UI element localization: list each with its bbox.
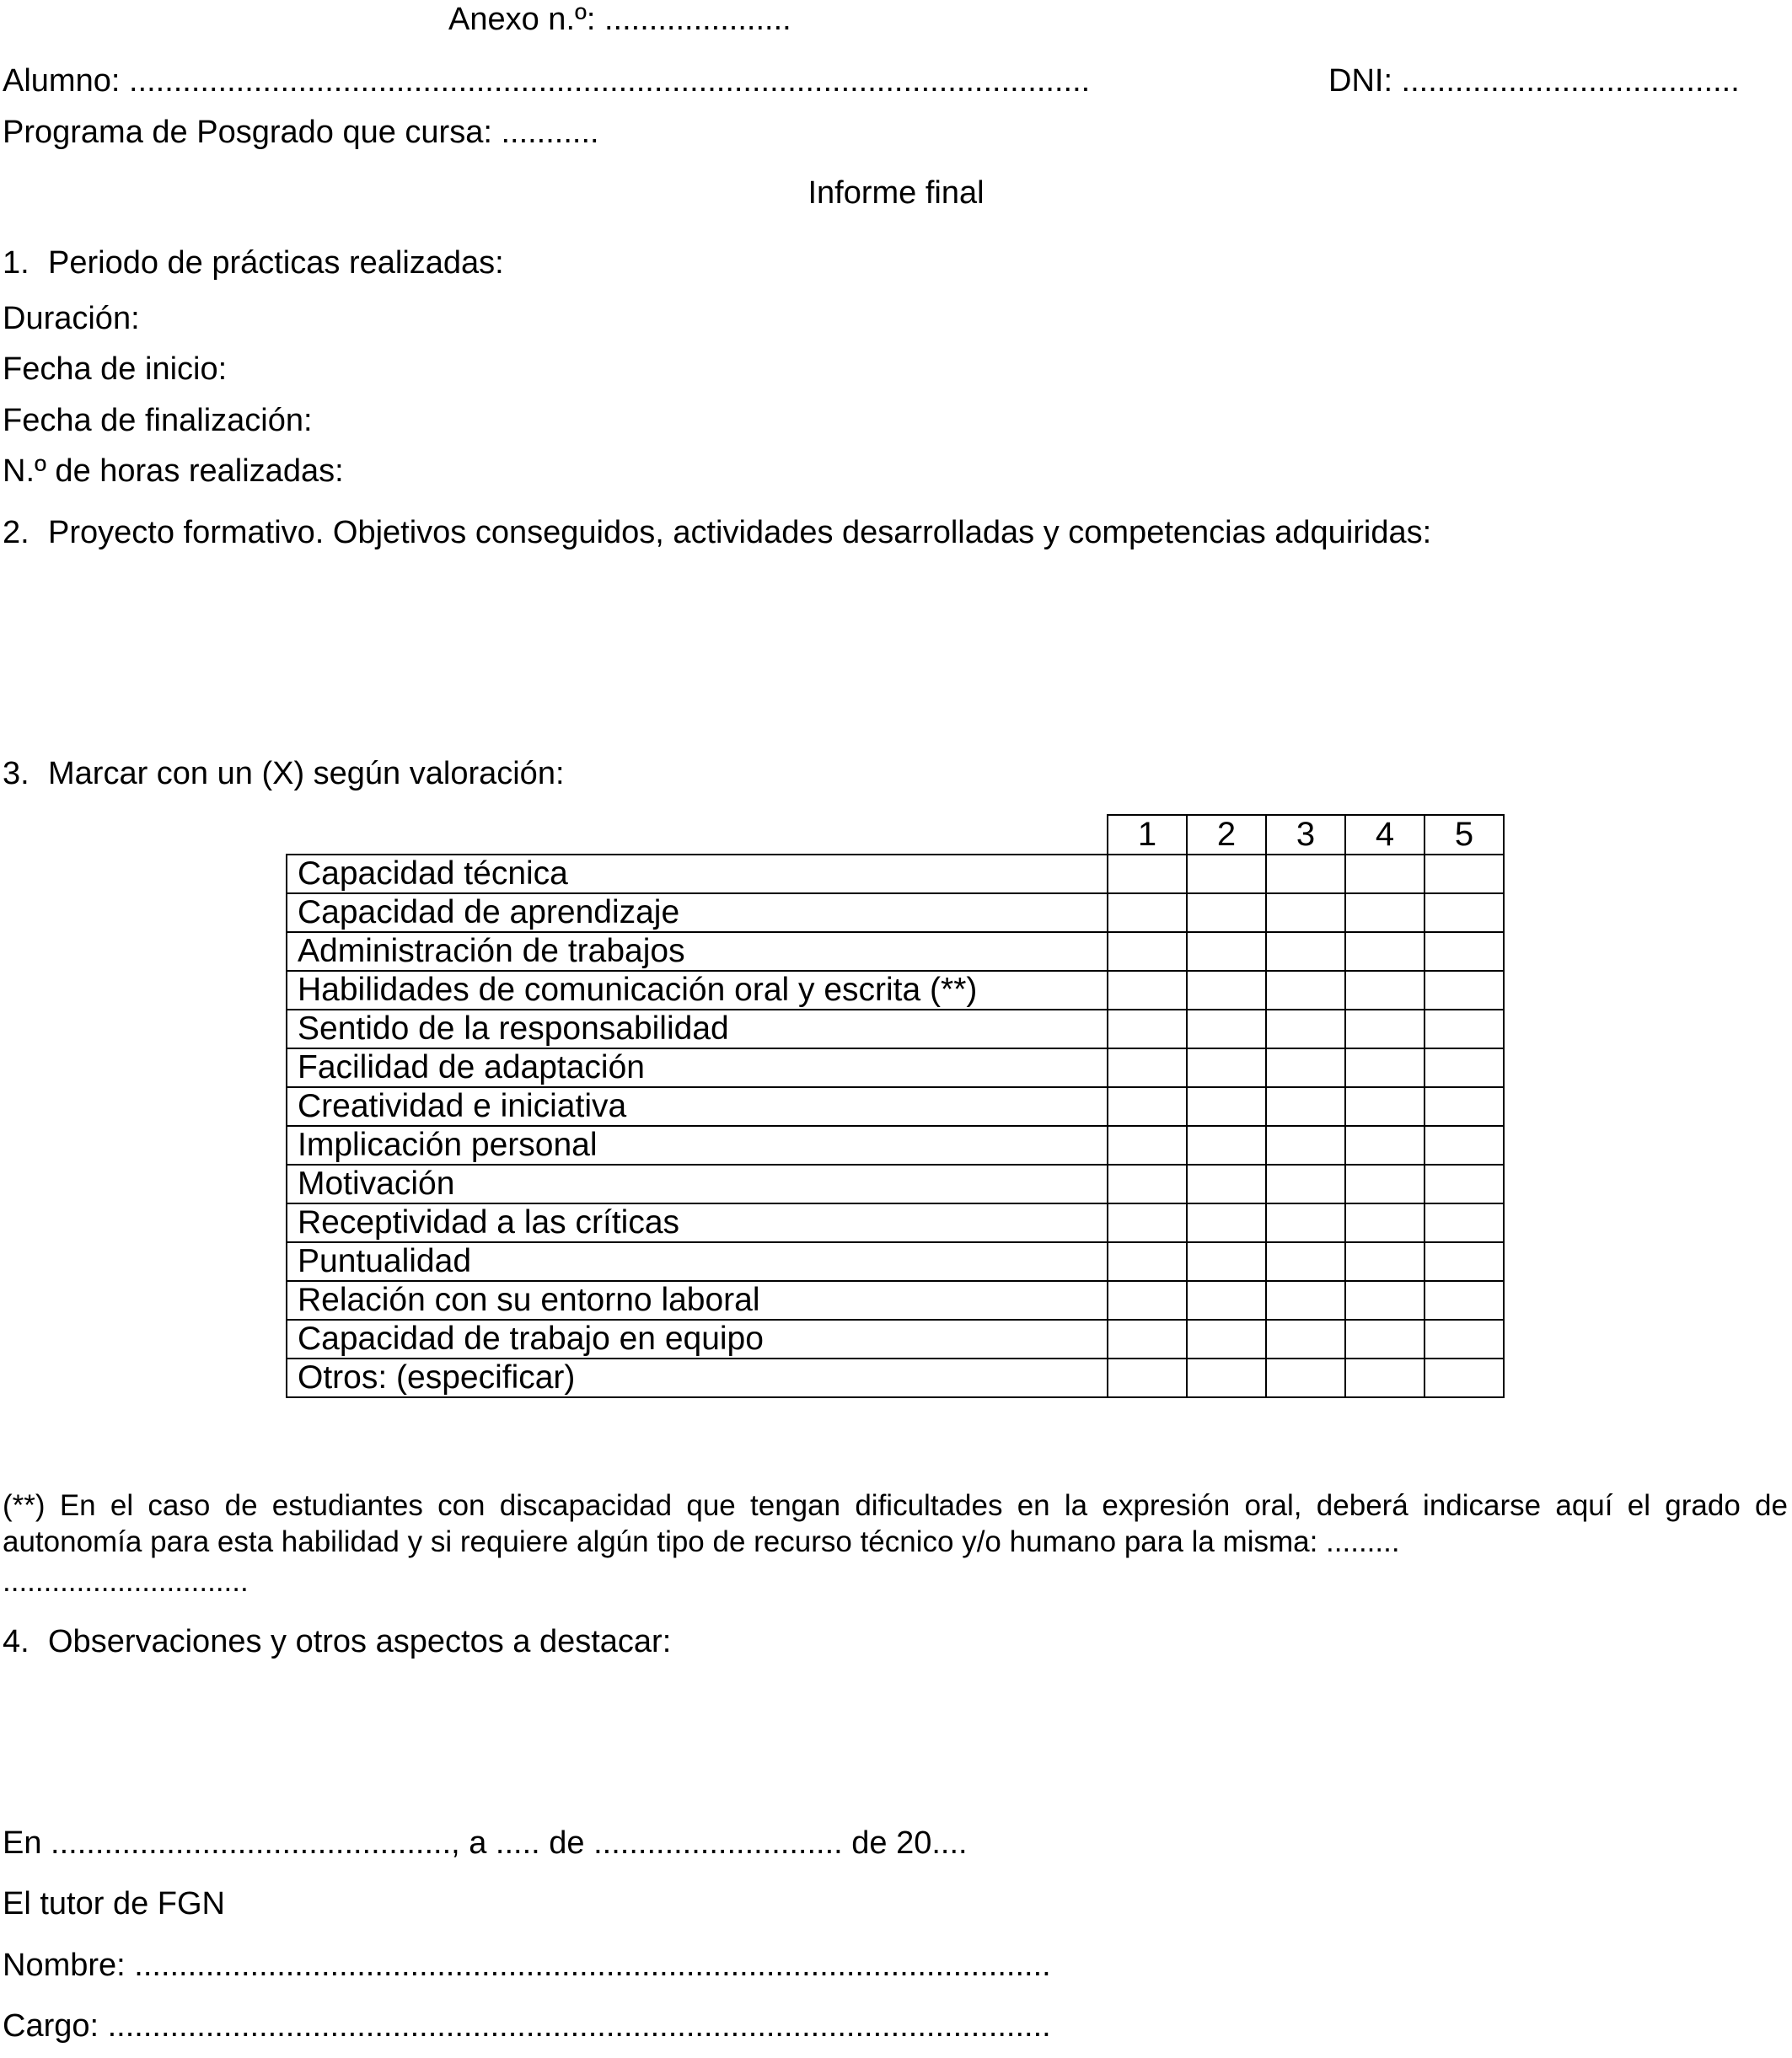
rating-cell-5[interactable] xyxy=(1424,1087,1504,1126)
rating-cell-4[interactable] xyxy=(1345,1359,1424,1397)
rating-cell-4[interactable] xyxy=(1345,1165,1424,1203)
rating-cell-3[interactable] xyxy=(1266,893,1345,932)
scale-header-1: 1 xyxy=(1108,815,1187,855)
rating-cell-5[interactable] xyxy=(1424,1126,1504,1165)
section-number: 2. xyxy=(3,515,30,550)
rating-cell-1[interactable] xyxy=(1108,1359,1187,1397)
rating-cell-1[interactable] xyxy=(1108,932,1187,971)
table-row xyxy=(287,1048,1504,1087)
rating-cell-2[interactable] xyxy=(1187,971,1266,1010)
rating-cell-5[interactable] xyxy=(1424,1242,1504,1281)
place-date-line: En ............................................., a ..... de ............................ de 20.... xyxy=(3,1825,968,1861)
section-number: 1. xyxy=(3,245,30,281)
rating-cell-1[interactable] xyxy=(1108,1010,1187,1048)
criterion-label: Capacidad de trabajo en equipo xyxy=(287,1320,1108,1359)
rating-cell-4[interactable] xyxy=(1345,971,1424,1010)
rating-cell-3[interactable] xyxy=(1266,1165,1345,1203)
criterion-label: Motivación xyxy=(287,1165,1108,1203)
criterion-label: Sentido de la responsabilidad xyxy=(287,1010,1108,1048)
rating-cell-1[interactable] xyxy=(1108,1320,1187,1359)
rating-cell-5[interactable] xyxy=(1424,1048,1504,1087)
rating-cell-1[interactable] xyxy=(1108,893,1187,932)
footnote: (**) En el caso de estudiantes con discapacidad que tengan dificultades en la expresión oral, deberá indicarse aquí el grado de autonomía para esta habilidad y si requiere algún tipo de recurso técnico y/o humano para la misma: ......... xyxy=(3,1489,1788,1558)
criterion-label: Implicación personal xyxy=(287,1126,1108,1165)
rating-cell-4[interactable] xyxy=(1345,893,1424,932)
rating-cell-4[interactable] xyxy=(1345,932,1424,971)
criterion-label: Otros: (especificar) xyxy=(287,1359,1108,1397)
rating-cell-2[interactable] xyxy=(1187,1010,1266,1048)
table-row xyxy=(287,1126,1504,1165)
field-hours: N.º de horas realizadas: xyxy=(3,453,344,489)
rating-cell-3[interactable] xyxy=(1266,1203,1345,1242)
table-corner xyxy=(287,815,1108,855)
rating-cell-1[interactable] xyxy=(1108,1126,1187,1165)
rating-cell-5[interactable] xyxy=(1424,1320,1504,1359)
rating-cell-3[interactable] xyxy=(1266,1010,1345,1048)
rating-cell-3[interactable] xyxy=(1266,1087,1345,1126)
rating-cell-4[interactable] xyxy=(1345,1203,1424,1242)
rating-cell-4[interactable] xyxy=(1345,1281,1424,1320)
criterion-label: Capacidad de aprendizaje xyxy=(287,893,1108,932)
table-row xyxy=(287,1320,1504,1359)
rating-cell-2[interactable] xyxy=(1187,1320,1266,1359)
rating-cell-3[interactable] xyxy=(1266,855,1345,893)
rating-cell-2[interactable] xyxy=(1187,1048,1266,1087)
rating-cell-3[interactable] xyxy=(1266,932,1345,971)
rating-cell-2[interactable] xyxy=(1187,1203,1266,1242)
field-duration: Duración: xyxy=(3,301,140,336)
scale-header-5: 5 xyxy=(1424,815,1504,855)
criterion-label: Receptividad a las críticas xyxy=(287,1203,1108,1242)
table-row xyxy=(287,855,1504,893)
rating-cell-2[interactable] xyxy=(1187,893,1266,932)
section-2-heading xyxy=(3,514,1431,551)
footnote-continuation: .............................. xyxy=(3,1565,249,1598)
field-end-date: Fecha de finalización: xyxy=(3,403,313,438)
rating-cell-2[interactable] xyxy=(1187,1242,1266,1281)
table-row xyxy=(287,1242,1504,1281)
page-title: Informe final xyxy=(807,175,985,211)
rating-cell-2[interactable] xyxy=(1187,1087,1266,1126)
section-1-heading xyxy=(3,244,504,281)
rating-scale-row xyxy=(287,815,1504,855)
table-row xyxy=(287,1203,1504,1242)
scale-header-3: 3 xyxy=(1266,815,1345,855)
criterion-label: Capacidad técnica xyxy=(287,855,1108,893)
rating-cell-2[interactable] xyxy=(1187,932,1266,971)
rating-cell-4[interactable] xyxy=(1345,1087,1424,1126)
table-row xyxy=(287,1281,1504,1320)
program-line: Programa de Posgrado que cursa: ........... xyxy=(3,115,599,150)
rating-cell-1[interactable] xyxy=(1108,1281,1187,1320)
rating-cell-1[interactable] xyxy=(1108,1165,1187,1203)
section-number: 4. xyxy=(3,1624,30,1659)
table-row xyxy=(287,1087,1504,1126)
table-row xyxy=(287,1010,1504,1048)
rating-cell-1[interactable] xyxy=(1108,1087,1187,1126)
rating-cell-4[interactable] xyxy=(1345,1048,1424,1087)
section-3-heading xyxy=(3,755,565,792)
section-4-heading xyxy=(3,1623,671,1660)
criterion-label: Puntualidad xyxy=(287,1242,1108,1281)
tutor-label: El tutor de FGN xyxy=(3,1886,225,1921)
rating-cell-5[interactable] xyxy=(1424,971,1504,1010)
rating-table xyxy=(286,814,1505,1398)
rating-cell-3[interactable] xyxy=(1266,1281,1345,1320)
rating-cell-5[interactable] xyxy=(1424,1203,1504,1242)
rating-cell-2[interactable] xyxy=(1187,855,1266,893)
rating-cell-3[interactable] xyxy=(1266,1320,1345,1359)
section-title: Proyecto formativo. Objetivos conseguidos, actividades desarrolladas y competencias adquiridas: xyxy=(48,515,1432,550)
rating-cell-3[interactable] xyxy=(1266,1126,1345,1165)
table-row xyxy=(287,1165,1504,1203)
rating-cell-4[interactable] xyxy=(1345,1126,1424,1165)
scale-header-4: 4 xyxy=(1345,815,1424,855)
rating-cell-2[interactable] xyxy=(1187,1281,1266,1320)
rating-cell-5[interactable] xyxy=(1424,1165,1504,1203)
rating-cell-4[interactable] xyxy=(1345,1242,1424,1281)
criterion-label: Habilidades de comunicación oral y escrita (**) xyxy=(287,971,1108,1010)
rating-cell-4[interactable] xyxy=(1345,1010,1424,1048)
rating-cell-5[interactable] xyxy=(1424,855,1504,893)
section-title: Observaciones y otros aspectos a destacar: xyxy=(48,1624,672,1659)
rating-cell-3[interactable] xyxy=(1266,971,1345,1010)
criterion-label: Relación con su entorno laboral xyxy=(287,1281,1108,1320)
rating-cell-5[interactable] xyxy=(1424,1010,1504,1048)
scale-header-2: 2 xyxy=(1187,815,1266,855)
rating-cell-4[interactable] xyxy=(1345,855,1424,893)
section-title: Marcar con un (X) según valoración: xyxy=(48,756,565,791)
rating-cell-3[interactable] xyxy=(1266,1048,1345,1087)
rating-cell-1[interactable] xyxy=(1108,1242,1187,1281)
rating-cell-1[interactable] xyxy=(1108,971,1187,1010)
tutor-name-line: Nombre: ....................................................................................................... xyxy=(3,1948,1051,1983)
rating-cell-5[interactable] xyxy=(1424,932,1504,971)
table-row xyxy=(287,893,1504,932)
section-title: Periodo de prácticas realizadas: xyxy=(48,245,504,281)
rating-cell-1[interactable] xyxy=(1108,855,1187,893)
table-row xyxy=(287,932,1504,971)
tutor-position-line: Cargo: .......................................................................................................... xyxy=(3,2008,1051,2044)
rating-cell-4[interactable] xyxy=(1345,1320,1424,1359)
rating-cell-2[interactable] xyxy=(1187,1359,1266,1397)
criterion-label: Administración de trabajos xyxy=(287,932,1108,971)
dni-line: DNI: ...................................... xyxy=(1328,63,1740,99)
criterion-label: Creatividad e iniciativa xyxy=(287,1087,1108,1126)
rating-cell-2[interactable] xyxy=(1187,1165,1266,1203)
rating-cell-1[interactable] xyxy=(1108,1048,1187,1087)
rating-cell-3[interactable] xyxy=(1266,1242,1345,1281)
criterion-label: Facilidad de adaptación xyxy=(287,1048,1108,1087)
rating-cell-2[interactable] xyxy=(1187,1126,1266,1165)
rating-cell-5[interactable] xyxy=(1424,893,1504,932)
annex-number-line: Anexo n.º: ..................... xyxy=(448,2,791,37)
table-row xyxy=(287,1359,1504,1397)
table-row xyxy=(287,971,1504,1010)
rating-cell-5[interactable] xyxy=(1424,1359,1504,1397)
student-line: Alumno: ............................................................................................................ xyxy=(3,63,1091,99)
rating-cell-1[interactable] xyxy=(1108,1203,1187,1242)
section-number: 3. xyxy=(3,756,30,791)
field-start-date: Fecha de inicio: xyxy=(3,351,228,387)
rating-cell-3[interactable] xyxy=(1266,1359,1345,1397)
rating-cell-5[interactable] xyxy=(1424,1281,1504,1320)
